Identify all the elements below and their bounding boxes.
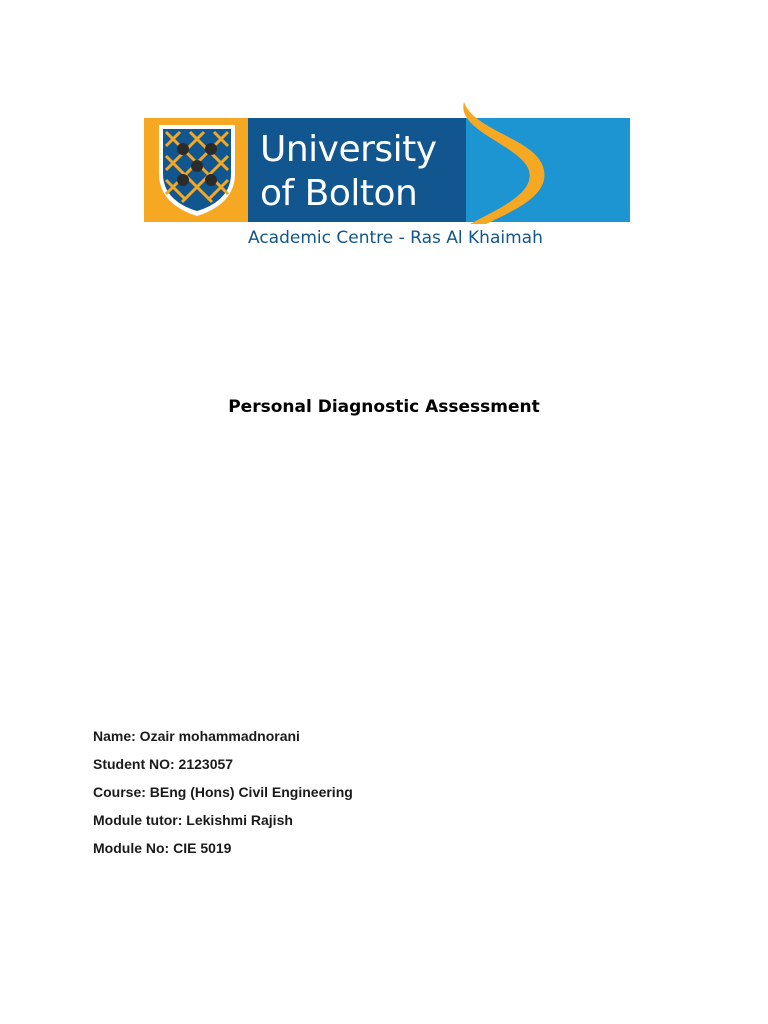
student-details: [93, 727, 353, 867]
logo-wordmark-line1: University: [260, 129, 437, 170]
detail-student-no: Student NO: 2123057: [93, 756, 234, 772]
detail-module-tutor: Module tutor: Lekishmi Rajish: [93, 812, 293, 828]
detail-module-no: Module No: CIE 5019: [93, 840, 232, 856]
detail-course: Course: BEng (Hons) Civil Engineering: [93, 784, 353, 800]
crest-shield-icon: [156, 122, 238, 218]
logo-tagline: Academic Centre - Ras Al Khaimah: [248, 228, 543, 248]
swoosh-icon: [446, 100, 586, 224]
detail-name: Name: Ozair mohammadnorani: [93, 728, 300, 744]
document-title: Personal Diagnostic Assessment: [228, 397, 540, 417]
university-logo: [144, 100, 630, 250]
logo-wordmark-line2: of Bolton: [260, 173, 418, 214]
